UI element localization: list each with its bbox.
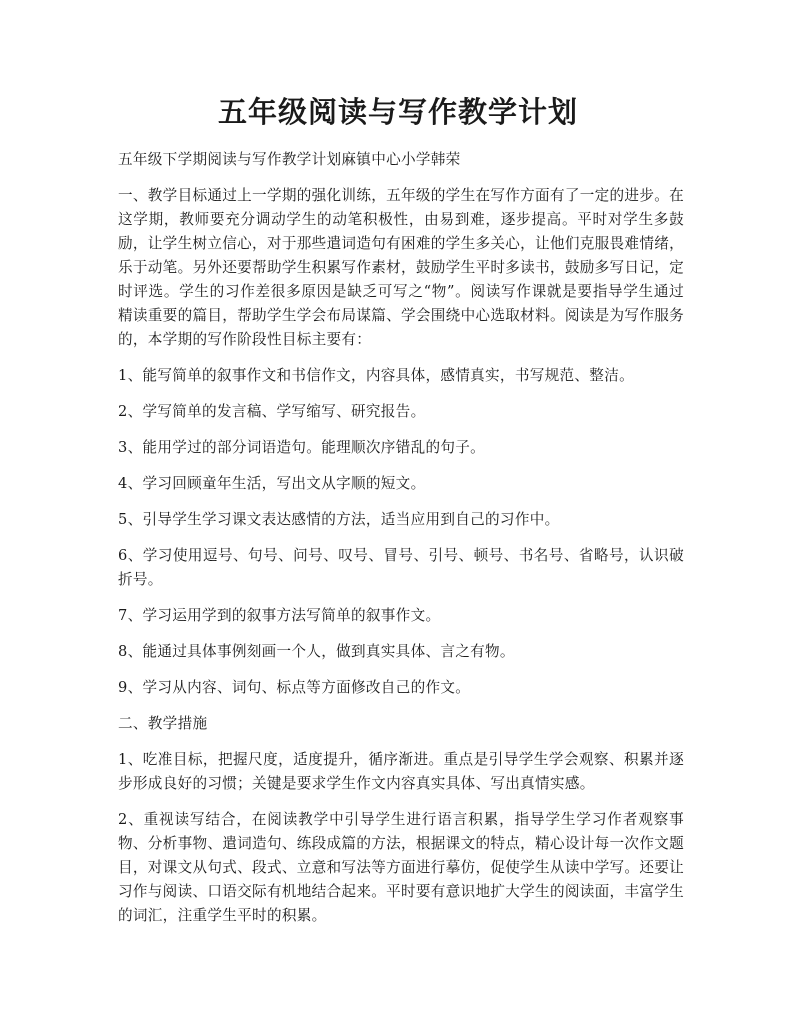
subtitle-paragraph: 五年级下学期阅读与写作教学计划麻镇中心小学韩荣 [118, 151, 461, 168]
measure-item-1: 1、吃准目标，把握尺度，适度提升，循序渐进。重点是引导学生学会观察、积累并逐步形成良好的习惯；关键是要求学生作文内容真实具体、写出真情实感。 [118, 751, 684, 792]
goal-item-6: 6、学习使用逗号、句号、问号、叹号、冒号、引号、顿号、书名号、省略号，认识破折号。 [118, 547, 684, 588]
goal-item-8: 8、能通过具体事例刻画一个人，做到真实具体、言之有物。 [118, 643, 515, 660]
section-measures-heading: 二、教学措施 [118, 715, 208, 732]
goal-item-2: 2、学写简单的发言稿、学写缩写、研究报告。 [118, 403, 426, 420]
measure-item-2: 2、重视读写结合，在阅读教学中引导学生进行语言积累，指导学生学习作者观察事物、分析事物、遣词造句、练段成篇的方法，根据课文的特点，精心设计每一次作文题目，对课文从句式、段式、立意和写法等方面进行摹仿，促使学生从读中学写。还要让习作与阅读、口语交际有机地结合起来。平时要有意识地扩大学生的阅读面，丰富学生的词汇，注重学生平时的积累。 [118, 811, 684, 924]
document-title: 五年级阅读与写作教学计划 [217, 95, 578, 129]
goal-item-3: 3、能用学过的部分词语造句。能理顺次序错乱的句子。 [118, 439, 486, 456]
section-goals-paragraph: 一、教学目标通过上一学期的强化训练，五年级的学生在写作方面有了一定的进步。在这学期，教师要充分调动学生的动笔积极性，由易到难，逐步提高。平时对学生多鼓励，让学生树立信心，对于那些遣词造句有困难的学生多关心，让他们克服畏难情绪，乐于动笔。另外还要帮助学生积累写作素材，鼓励学生平时多读书，鼓励多写日记，定时评选。学生的习作差很多原因是缺乏可写之“物”。阅读写作课就是要指导学生通过精读重要的篇目，帮助学生学会布局谋篇、学会围绕中心选取材料。阅读是为写作服务的，本学期的写作阶段性目标主要有： [118, 187, 684, 348]
goal-item-4: 4、学习回顾童年生活，写出文从字顺的短文。 [118, 475, 426, 492]
goal-item-7: 7、学习运用学到的叙事方法写简单的叙事作文。 [118, 607, 441, 624]
goal-item-1: 1、能写简单的叙事作文和书信作文，内容具体，感情真实，书写规范、整洁。 [118, 367, 634, 384]
goal-item-9: 9、学习从内容、词句、标点等方面修改自己的作文。 [118, 679, 471, 696]
document-body [118, 148, 684, 940]
goal-item-5: 5、引导学生学习课文表达感情的方法，适当应用到自己的习作中。 [118, 511, 560, 528]
